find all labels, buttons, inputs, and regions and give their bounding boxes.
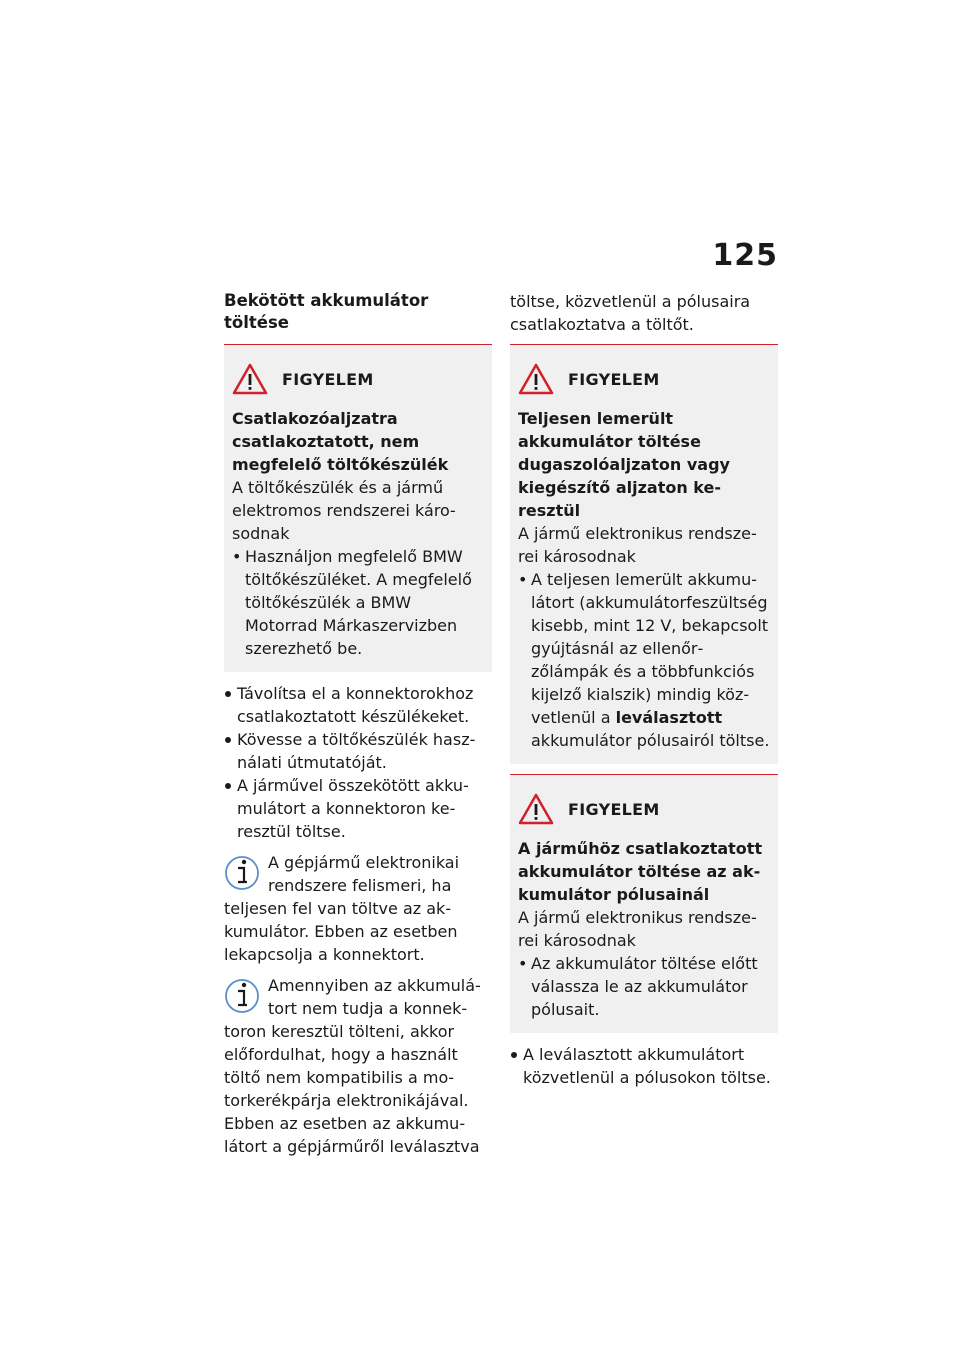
action-item: A járművel összekötött akkumulátort a konnektoron keresztül töltse.: [224, 774, 492, 843]
warning-text: A jármű elektronikus rendszerei károsodnak: [518, 908, 757, 950]
warning-title: Csatlakozóaljzatra csatlakoztatott, nem megfelelő töltőkészülék: [232, 409, 449, 474]
warning-triangle-icon: [518, 793, 554, 825]
right-column: [510, 290, 778, 1097]
warning-bullet: • Az akkumulátor töltése előtt válassza le az akkumulátor pólusait.: [518, 952, 770, 1021]
page-number: 125: [712, 238, 778, 273]
section-title: Bekötött akkumulátor töltése: [224, 291, 429, 332]
warning-bullet: • Használjon megfelelő BMW töltőkészüléket. A megfelelő töltőkészülék a BMW Motorrad Márkaszervizben szerezhető be.: [232, 545, 484, 660]
action-item: Kövesse a töltőkészülék használati útmutatóját.: [224, 728, 492, 774]
warning-box: [510, 344, 778, 764]
action-list: [510, 1043, 778, 1089]
warning-box: [224, 344, 492, 672]
warning-label: FIGYELEM: [568, 369, 660, 389]
bullet-text-bold: leválasztott: [615, 708, 723, 727]
warning-triangle-icon: [232, 363, 268, 395]
warning-text: A töltőkészülék és a jármű elektromos rendszerei károsodnak: [232, 478, 456, 543]
warning-label: FIGYELEM: [568, 799, 660, 819]
warning-header: [518, 363, 770, 395]
warning-triangle-icon: [518, 363, 554, 395]
bullet-text-after: akkumulátor pólusairól töltse.: [531, 731, 770, 750]
info-icon: [224, 974, 260, 1014]
action-list: [224, 682, 492, 843]
left-column: [224, 290, 492, 1166]
info-icon: [224, 851, 260, 891]
warning-header: [518, 793, 770, 825]
warning-box: [510, 774, 778, 1033]
warning-bullets: [518, 568, 770, 752]
warning-bullets: [232, 545, 484, 660]
warning-title: A járműhöz csatlakoztatott akkumulátor töltése az akkumulátor pólusainál: [518, 839, 763, 904]
info-note: [224, 851, 492, 966]
action-item: A leválasztott akkumulátort közvetlenül a pólusokon töltse.: [510, 1043, 778, 1089]
warning-bullets: [518, 952, 770, 1021]
info-note-text: Amennyiben az akkumulátort nem tudja a konnektoron keresztül tölteni, akkor előfordulhat, hogy a használt töltő nem kompatibilis a motorkerékpárja elektronikájával. Ebben az esetben az akkumulátort a gépjárműről leválasztva: [224, 976, 481, 1156]
warning-label: FIGYELEM: [282, 369, 374, 389]
warning-title: Teljesen lemerült akkumulátor töltése dugaszolóaljzaton vagy kiegészítő aljzaton keresztül: [518, 409, 730, 520]
continuation-text: töltse, közvetlenül a pólusaira csatlakoztatva a töltőt.: [510, 292, 751, 334]
info-note: [224, 974, 492, 1158]
warning-header: [232, 363, 484, 395]
action-item: Távolítsa el a konnektorokhoz csatlakoztatott készülékeket.: [224, 682, 492, 728]
bullet-text-before: A teljesen lemerült akkumulátort (akkumulátorfeszültség kisebb, mint 12 V, bekapcsolt gyújtásnál az ellenőrzőlámpák és a többfunkciós kijelző kialszik) mindig közvetlenül a: [531, 570, 769, 727]
warning-text: A jármű elektronikus rendszerei károsodnak: [518, 524, 757, 566]
info-note-text: A gépjármű elektronikai rendszere felismeri, ha teljesen fel van töltve az akkumulátor. Ebben az esetben lekapcsolja a konnektort.: [224, 853, 460, 964]
warning-bullet: [518, 568, 770, 752]
